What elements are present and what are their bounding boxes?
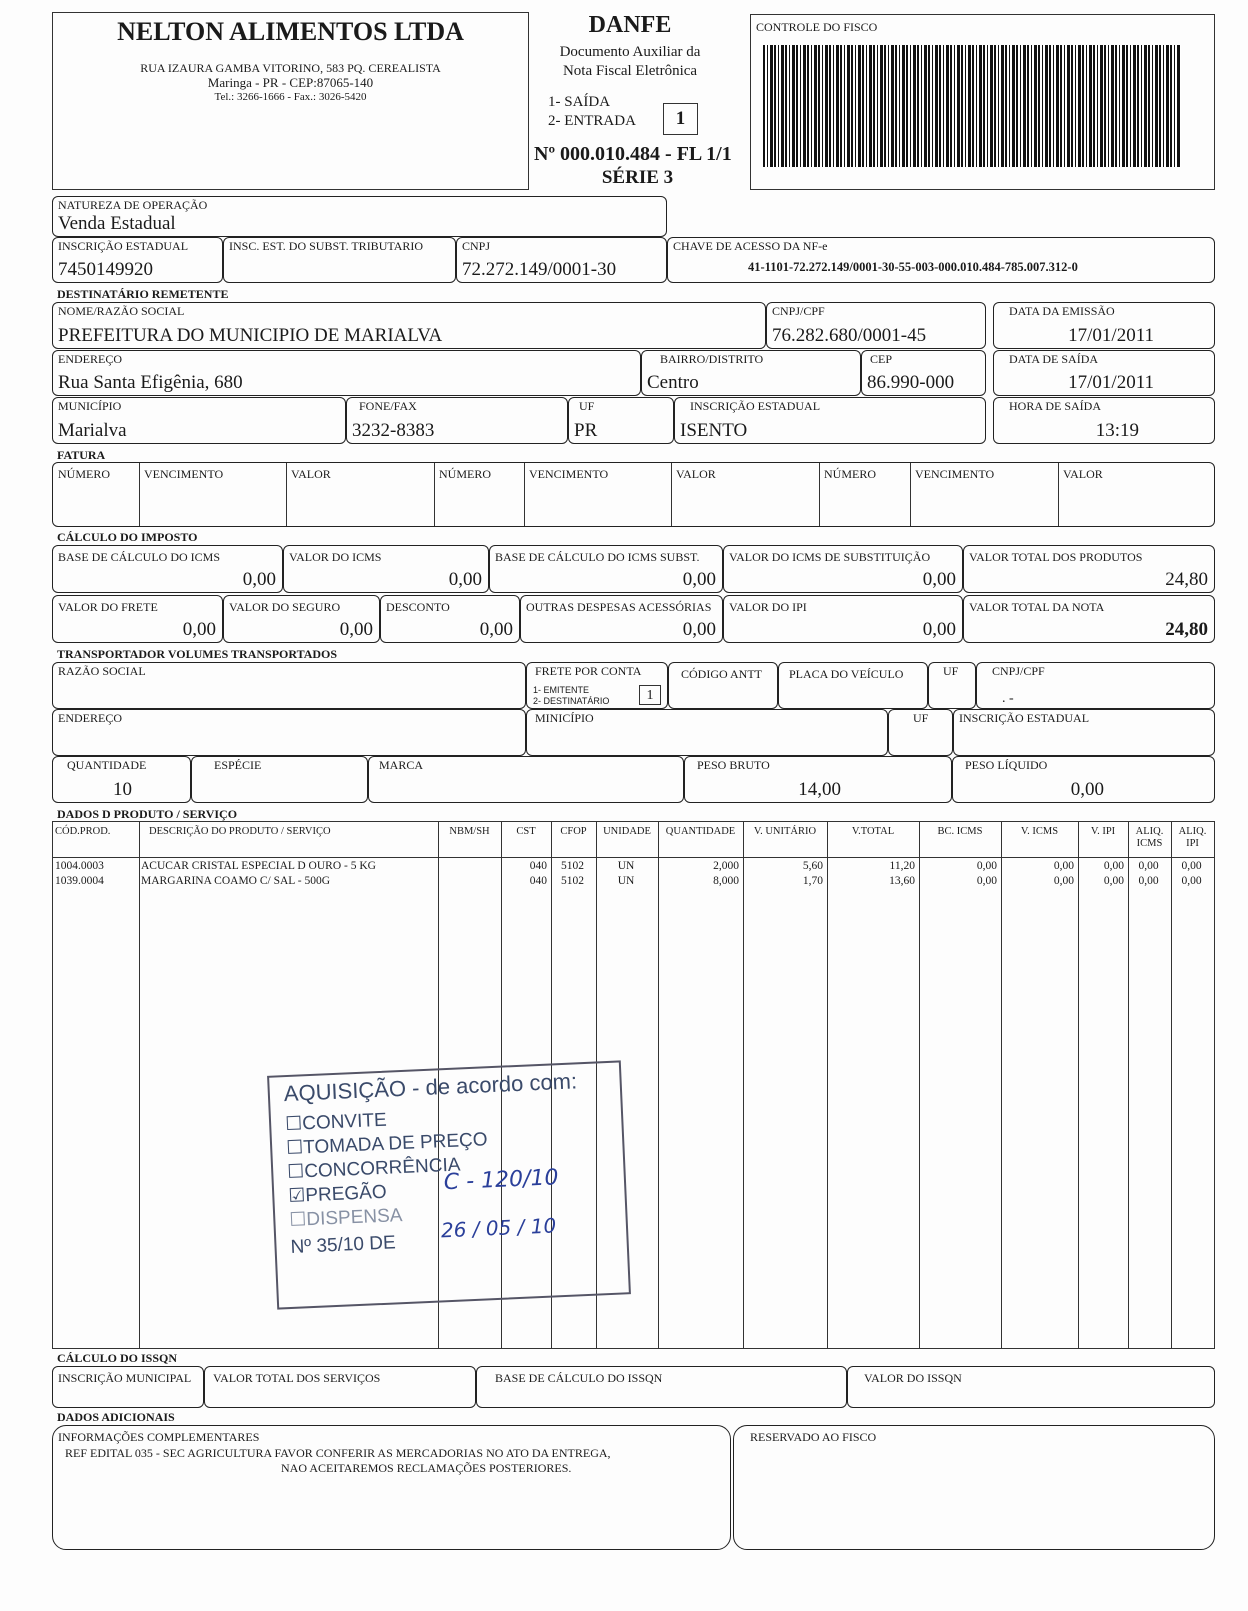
value: 0,00	[448, 569, 482, 590]
label: RESERVADO AO FISCO	[750, 1430, 877, 1444]
section-issqn: CÁLCULO DO ISSQN	[57, 1351, 178, 1365]
value: PR	[574, 420, 598, 441]
fatura-col-label: VENCIMENTO	[144, 467, 224, 481]
value: 72.272.149/0001-30	[462, 259, 617, 280]
label: UF	[913, 711, 929, 725]
dest-bairro	[641, 350, 861, 396]
emitter-phone: Tel.: 3266-1666 - Fax.: 3026-5420	[214, 91, 367, 103]
column-header: V. UNITÁRIO	[753, 826, 817, 837]
imposto-field	[723, 545, 963, 593]
value: 17/01/2011	[1068, 325, 1154, 346]
dest-nome	[52, 302, 766, 349]
value: 24,80	[1165, 569, 1208, 590]
value: 0,00	[682, 569, 716, 590]
column-header: ALIQ. IPI	[1178, 826, 1207, 849]
danfe-title: DANFE	[588, 12, 672, 38]
column-divider	[434, 463, 435, 526]
section-imposto: CÁLCULO DO IMPOSTO	[57, 530, 198, 544]
column-divider	[1001, 822, 1002, 1348]
data-emissao	[993, 302, 1215, 349]
column-divider	[524, 463, 525, 526]
imposto-field	[283, 545, 489, 593]
label: VALOR TOTAL DOS PRODUTOS	[969, 550, 1143, 564]
quantidade	[52, 756, 191, 803]
stamp-title: AQUISIÇÃO - de acordo com:	[283, 1068, 578, 1107]
stamp-option-pregao: ☑PREGÃO	[287, 1181, 388, 1208]
value: PREFEITURA DO MUNICIPIO DE MARIALVA	[58, 325, 443, 346]
label: OUTRAS DESPESAS ACESSÓRIAS	[526, 600, 712, 614]
label: BAIRRO/DISTRITO	[660, 352, 764, 366]
column-header: V. IPI	[1090, 826, 1116, 837]
label: UF	[943, 664, 959, 678]
imposto-field	[52, 595, 223, 643]
column-divider	[139, 463, 140, 526]
label: CNPJ/CPF	[992, 664, 1045, 678]
product-cell: 0,00	[976, 875, 997, 887]
product-cell: 0,00	[1103, 875, 1124, 887]
transp-uf-2	[888, 709, 953, 756]
column-header: V. ICMS	[1020, 826, 1059, 837]
value: 0,00	[922, 569, 956, 590]
column-header: ALIQ. ICMS	[1135, 826, 1164, 849]
header-separator	[53, 857, 1214, 858]
frete-option-2: 2- DESTINATÁRIO	[533, 696, 610, 706]
value: Centro	[647, 372, 699, 393]
fisco-control-box	[750, 14, 1215, 190]
label: VALOR TOTAL DA NOTA	[969, 600, 1105, 614]
column-divider	[671, 463, 672, 526]
label: INFORMAÇÕES COMPLEMENTARES	[58, 1430, 260, 1444]
dest-cnpj	[766, 302, 986, 349]
cnpj-emitente	[456, 237, 667, 283]
column-divider	[1078, 822, 1079, 1348]
valor-issqn	[847, 1366, 1215, 1408]
valor-total-servicos	[204, 1366, 476, 1408]
label: VALOR DO ICMS DE SUBSTITUIÇÃO	[729, 550, 931, 564]
peso-bruto	[684, 756, 952, 803]
value: 76.282.680/0001-45	[772, 325, 927, 346]
value: 0,00	[922, 619, 956, 640]
section-fatura: FATURA	[57, 448, 106, 462]
value: 86.990-000	[867, 372, 955, 393]
fatura-col-label: VENCIMENTO	[529, 467, 609, 481]
value: 0,00	[479, 619, 513, 640]
product-cell: 8,000	[713, 875, 739, 887]
inscricao-municipal	[52, 1366, 204, 1408]
product-cell: 0,00	[1138, 860, 1159, 872]
stamp-number: Nº 35/10 DE	[290, 1232, 397, 1258]
value: 0,00	[1070, 779, 1104, 800]
label: PESO BRUTO	[697, 758, 770, 772]
value: 0,00	[182, 619, 216, 640]
value: 0,00	[242, 569, 276, 590]
emitter-address: RUA IZAURA GAMBA VITORINO, 583 PQ. CEREALISTA	[140, 61, 441, 75]
marca	[368, 756, 684, 803]
value: Marialva	[58, 420, 127, 441]
label: VALOR DO ISSQN	[864, 1371, 962, 1385]
hora-saida	[993, 397, 1215, 444]
product-cell: 0,00	[976, 860, 997, 872]
product-cell: 0,00	[1053, 860, 1074, 872]
product-cell: 0,00	[1138, 875, 1159, 887]
label: CHAVE DE ACESSO DA NF-e	[673, 239, 828, 253]
column-header: NBM/SH	[449, 826, 490, 837]
label: INSC. EST. DO SUBST. TRIBUTARIO	[229, 239, 424, 253]
dest-ie	[674, 397, 986, 444]
label: INSCRIÇÃO ESTADUAL	[58, 239, 189, 253]
fatura-col-label: NÚMERO	[58, 467, 111, 481]
label: INSCRIÇÃO ESTADUAL	[690, 399, 821, 413]
nf-serie: SÉRIE 3	[601, 167, 674, 188]
product-cell: ACUCAR CRISTAL ESPECIAL D OURO - 5 KG	[141, 860, 376, 872]
product-cell: 11,20	[889, 860, 915, 872]
column-header: UNIDADE	[603, 826, 651, 837]
column-divider	[819, 463, 820, 526]
value: 41-1101-72.272.149/0001-30-55-003-000.010.484-785.007.312-0	[748, 260, 1078, 274]
product-cell: 13,60	[889, 875, 915, 887]
label: INSCRIÇÃO ESTADUAL	[959, 711, 1090, 725]
danfe-subtitle-1: Documento Auxiliar da	[559, 44, 701, 60]
label: HORA DE SAÍDA	[1009, 399, 1102, 413]
inscricao-estadual	[52, 237, 223, 283]
transp-endereco	[52, 709, 526, 756]
label: BASE DE CÁLCULO DO ISSQN	[495, 1371, 663, 1385]
product-cell: 040	[529, 875, 547, 887]
imposto-field	[520, 595, 723, 643]
label: UF	[579, 399, 595, 413]
product-cell: 1004.0003	[55, 860, 104, 872]
reservado-fisco	[733, 1425, 1215, 1550]
label: NOME/RAZÃO SOCIAL	[58, 304, 185, 318]
dest-fone	[346, 397, 568, 444]
label: RAZÃO SOCIAL	[58, 664, 146, 678]
chave-acesso	[667, 237, 1215, 283]
label: MARCA	[379, 758, 424, 772]
column-header: V.TOTAL	[851, 826, 895, 837]
transp-cnpj	[976, 662, 1215, 709]
label: VALOR DO SEGURO	[229, 600, 341, 614]
column-header: QUANTIDADE	[665, 826, 736, 837]
product-cell: 5,60	[802, 860, 823, 872]
label: VALOR DO ICMS	[289, 550, 382, 564]
frete-option-1: 1- EMITENTE	[533, 685, 590, 695]
especie	[191, 756, 368, 803]
imposto-field	[52, 545, 283, 593]
column-header: BC. ICMS	[937, 826, 983, 837]
column-divider	[827, 822, 828, 1348]
option-saida: 1- SAÍDA	[548, 94, 611, 110]
value: . -	[1002, 691, 1014, 706]
column-header: CFOP	[560, 826, 587, 837]
column-divider	[743, 822, 744, 1348]
product-cell: 1039.0004	[55, 875, 104, 887]
product-cell: 0,00	[1053, 875, 1074, 887]
label: PLACA DO VEÍCULO	[789, 667, 904, 681]
emitter-box	[52, 12, 529, 190]
fatura-col-label: NÚMERO	[824, 467, 877, 481]
stamp-option-concorrencia: ☐CONCORRÊNCIA	[286, 1154, 461, 1184]
column-divider	[919, 822, 920, 1348]
transp-razao	[52, 662, 526, 709]
value: 13:19	[1095, 420, 1139, 441]
dest-municipio	[52, 397, 346, 444]
label: ESPÉCIE	[214, 758, 262, 772]
label: DATA DE SAÍDA	[1009, 352, 1099, 366]
data-saida	[993, 350, 1215, 396]
label: CNPJ/CPF	[772, 304, 825, 318]
emitter-name: NELTON ALIMENTOS LTDA	[117, 17, 464, 46]
imposto-field	[963, 545, 1215, 593]
label: CÓDIGO ANTT	[681, 667, 762, 681]
section-dados-adicionais: DADOS ADICIONAIS	[57, 1410, 175, 1424]
fatura-box	[52, 462, 1215, 527]
value: 0,00	[682, 619, 716, 640]
column-divider	[910, 463, 911, 526]
label: FONE/FAX	[359, 399, 417, 413]
informacoes-complementares	[52, 1425, 731, 1550]
placa-veiculo	[778, 662, 928, 709]
label: VALOR TOTAL DOS SERVIÇOS	[213, 1371, 381, 1385]
stamp-option-tomada: ☐TOMADA DE PREÇO	[285, 1129, 488, 1160]
label: FRETE POR CONTA	[535, 664, 642, 678]
label: CNPJ	[462, 239, 491, 253]
type-box: 1	[663, 103, 698, 135]
products-table	[52, 821, 1215, 1349]
natureza-operacao	[52, 196, 667, 237]
label: ENDEREÇO	[58, 711, 122, 725]
value: ISENTO	[680, 420, 748, 441]
product-cell: 5102	[561, 875, 584, 887]
stamp-option-convite: ☐CONVITE	[284, 1109, 388, 1136]
label: MINICÍPIO	[535, 711, 594, 725]
transp-uf	[928, 662, 976, 709]
label: DATA DA EMISSÃO	[1009, 304, 1115, 318]
label: DESCONTO	[386, 600, 450, 614]
value: 7450149920	[58, 259, 153, 280]
product-cell: 1,70	[802, 875, 823, 887]
column-divider	[139, 822, 140, 1348]
column-divider	[1128, 822, 1129, 1348]
imposto-field	[223, 595, 380, 643]
imposto-field	[723, 595, 963, 643]
stamp-option-dispensa: ☐DISPENSA	[288, 1205, 403, 1231]
base-calculo-issqn	[476, 1366, 847, 1408]
value: Venda Estadual	[58, 213, 176, 234]
dest-endereco	[52, 350, 641, 396]
peso-liquido	[952, 756, 1215, 803]
column-divider	[658, 822, 659, 1348]
value: 10	[113, 779, 132, 800]
column-divider	[1058, 463, 1059, 526]
handwritten-date: 26 / 05 / 10	[440, 1213, 557, 1243]
section-produtos: DADOS D PRODUTO / SERVIÇO	[57, 807, 238, 821]
column-header: CST	[516, 826, 536, 837]
option-entrada: 2- ENTRADA	[548, 113, 636, 129]
codigo-antt	[668, 662, 778, 709]
value: Rua Santa Efigênia, 680	[58, 372, 243, 393]
product-cell: 2,000	[713, 860, 739, 872]
danfe-subtitle-2: Nota Fiscal Eletrônica	[562, 63, 698, 79]
section-transportador: TRANSPORTADOR VOLUMES TRANSPORTADOS	[57, 647, 338, 661]
section-destinatario: DESTINATÁRIO REMETENTE	[57, 287, 229, 301]
fatura-col-label: NÚMERO	[439, 467, 492, 481]
label: VALOR DO FRETE	[58, 600, 158, 614]
product-cell: MARGARINA COAMO C/ SAL - 500G	[141, 875, 331, 887]
column-divider	[286, 463, 287, 526]
label: QUANTIDADE	[67, 758, 147, 772]
label: ENDEREÇO	[58, 352, 122, 366]
dest-cep	[861, 350, 986, 396]
product-cell: 0,00	[1181, 860, 1202, 872]
imposto-field	[963, 595, 1215, 643]
nf-number: Nº 000.010.484 - FL 1/1	[534, 143, 732, 165]
value: 24,80	[1165, 619, 1208, 640]
insc-est-subst	[223, 237, 456, 283]
value: 0,00	[339, 619, 373, 640]
value: 14,00	[798, 779, 841, 800]
value: 17/01/2011	[1068, 372, 1154, 393]
barcode	[763, 45, 1181, 167]
imposto-field	[489, 545, 723, 593]
emitter-city: Maringa - PR - CEP:87065-140	[207, 75, 374, 90]
product-cell: 0,00	[1181, 875, 1202, 887]
imposto-field	[380, 595, 520, 643]
frete-por-conta	[526, 662, 668, 709]
value: 3232-8383	[352, 420, 435, 441]
column-divider	[1171, 822, 1172, 1348]
fatura-col-label: VENCIMENTO	[915, 467, 995, 481]
label: BASE DE CÁLCULO DO ICMS SUBST.	[495, 550, 700, 564]
handwritten-process: C - 120/10	[443, 1165, 560, 1196]
label: CEP	[870, 352, 893, 366]
info-line-2: NAO ACEITAREMOS RECLAMAÇÕES POSTERIORES.	[281, 1461, 572, 1475]
fatura-col-label: VALOR	[676, 467, 716, 481]
label: VALOR DO IPI	[729, 600, 807, 614]
product-cell: UN	[617, 860, 635, 872]
column-header: CÓD.PROD.	[55, 826, 111, 837]
frete-value: 1	[639, 685, 661, 705]
label: MUNICÍPIO	[58, 399, 122, 413]
label: INSCRIÇÃO MUNICIPAL	[58, 1371, 192, 1385]
transp-municipio	[526, 709, 888, 756]
product-cell: 5102	[561, 860, 584, 872]
fatura-col-label: VALOR	[291, 467, 331, 481]
fisco-label: CONTROLE DO FISCO	[756, 20, 878, 34]
label: BASE DE CÁLCULO DO ICMS	[58, 550, 221, 564]
dest-uf	[568, 397, 674, 444]
column-header: DESCRIÇÃO DO PRODUTO / SERVIÇO	[149, 826, 331, 837]
acquisition-stamp	[267, 1060, 631, 1309]
label: NATUREZA DE OPERAÇÃO	[58, 198, 208, 212]
product-cell: 040	[529, 860, 547, 872]
product-cell: UN	[617, 875, 635, 887]
fatura-col-label: VALOR	[1063, 467, 1103, 481]
transp-ie	[953, 709, 1215, 756]
label: PESO LÍQUIDO	[965, 758, 1048, 772]
info-line-1: REF EDITAL 035 - SEC AGRICULTURA FAVOR CONFERIR AS MERCADORIAS NO ATO DA ENTREGA,	[65, 1446, 611, 1460]
product-cell: 0,00	[1103, 860, 1124, 872]
